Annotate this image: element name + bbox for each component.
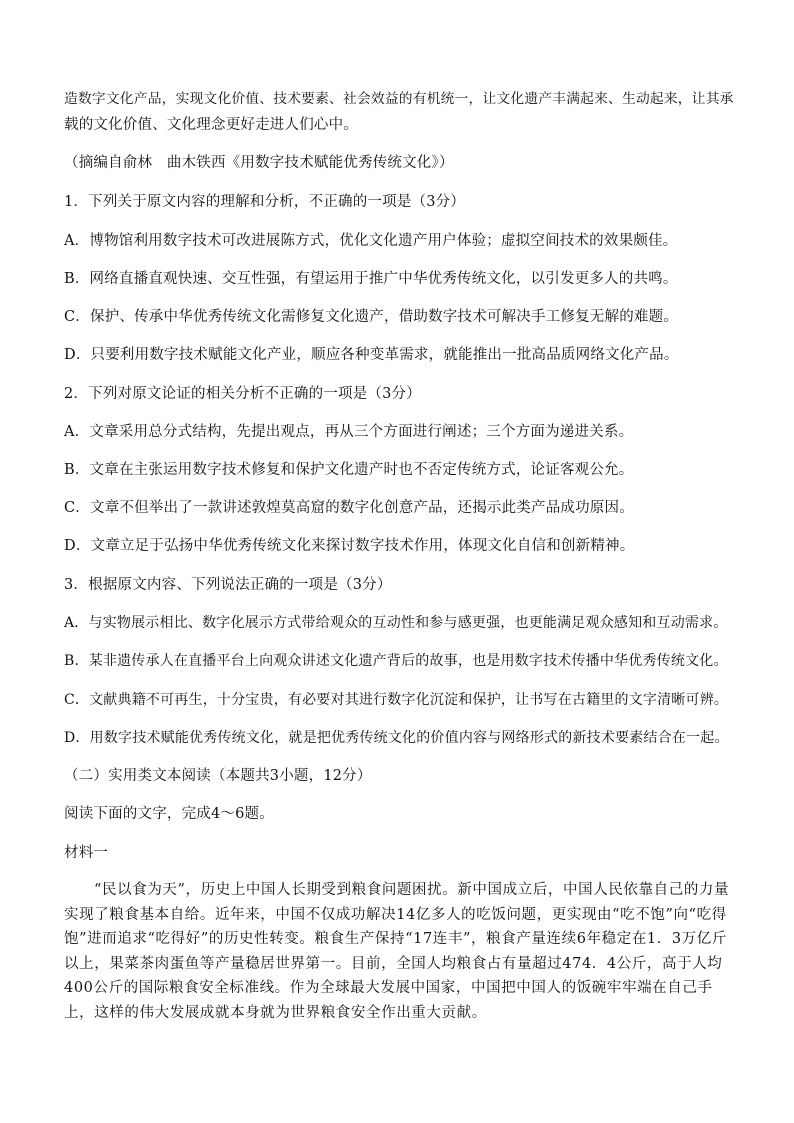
question-1-option-c: C．保护、传承中华优秀传统文化需修复文化遗产，借助数字技术可解决手工修复无解的难题。	[64, 309, 678, 325]
question-2-option-d: D．文章立足于弘扬中华优秀传统文化来探讨数字技术作用，体现文化自信和创新精神。	[64, 538, 635, 554]
question-2-option-c: C．文章不但举出了一款讲述敦煌莫高窟的数字化创意产品，还揭示此类产品成功原因。	[64, 500, 634, 516]
question-2-option-a: A．文章采用总分式结构，先提出观点，再从三个方面进行阐述；三个方面为递进关系。	[64, 424, 634, 440]
passage-end-line-2: 载的文化价值、文化理念更好走进人们心中。	[64, 117, 358, 133]
question-1-option-b: B．网络直播直观快速、交互性强，有望运用于推广中华优秀传统文化，以引发更多人的共鸣。	[64, 271, 678, 287]
question-1-option-a: A．博物馆利用数字技术可改进展陈方式，优化文化遗产用户体验；虚拟空间技术的效果颇佳。	[64, 233, 678, 249]
question-1-stem: 1．下列关于原文内容的理解和分析，不正确的一项是（3分）	[64, 194, 466, 210]
question-1-option-d: D．只要利用数字技术赋能文化产业，顺应各种变革需求，就能推出一批高品质网络文化产品。	[64, 347, 679, 363]
passage-end-line-1: 造数字文化产品，实现文化价值、技术要素、社会效益的有机统一，让文化遗产丰满起来、生动起来，让其承	[64, 91, 734, 107]
question-3-option-b: B．某非遗传承人在直播平台上向观众讲述文化遗产背后的故事，也是用数字技术传播中华优秀传统文化。	[64, 653, 728, 669]
question-3-option-c: C．文献典籍不可再生，十分宝贵，有必要对其进行数字化沉淀和保护，让书写在古籍里的文字清晰可辨。	[64, 692, 729, 708]
question-3-option-a: A．与实物展示相比、数字化展示方式带给观众的互动性和参与感更强，也更能满足观众感知和互动需求。	[64, 615, 728, 631]
source-citation: （摘编自俞林 曲木铁西《用数字技术赋能优秀传统文化》）	[64, 155, 454, 171]
question-2-stem: 2．下列对原文论证的相关分析不正确的一项是（3分）	[64, 386, 421, 402]
section-title: （二）实用类文本阅读（本题共3小题，12分）	[64, 768, 372, 784]
instruction: 阅读下面的文字，完成4～6题。	[64, 806, 274, 822]
question-2-option-b: B．文章在主张运用数字技术修复和保护文化遗产时也不否定传统方式，论证客观公允。	[64, 462, 634, 478]
material-paragraph: “民以食为天”，历史上中国人长期受到粮食问题困扰。新中国成立后，中国人民依靠自己的力量实现了粮食基本自给。近年来，中国不仅成功解决14亿多人的吃饭问题，更实现由“吃不饱”向“吃得饱”进而追求“吃得好”的历史性转变。粮食生产保持“17连丰”，粮食产量连续6年稳定在1．3万亿斤以上，果菜茶肉蛋鱼等产量稳居世界第一。目前，全国人均粮食占有量超过474．4公斤，高于人均400公斤的国际粮食安全标准线。作为全球最大发展中国家，中国把中国人的饭碗牢牢端在自己手上，这样的伟大发展成就本身就为世界粮食安全作出重大贡献。	[64, 882, 730, 1021]
material-label: 材料一	[64, 845, 109, 861]
question-3-option-d: D．用数字技术赋能优秀传统文化，就是把优秀传统文化的价值内容与网络形式的新技术要素结合在一起。	[64, 730, 729, 746]
question-3-stem: 3．根据原文内容、下列说法正确的一项是（3分）	[64, 577, 392, 593]
